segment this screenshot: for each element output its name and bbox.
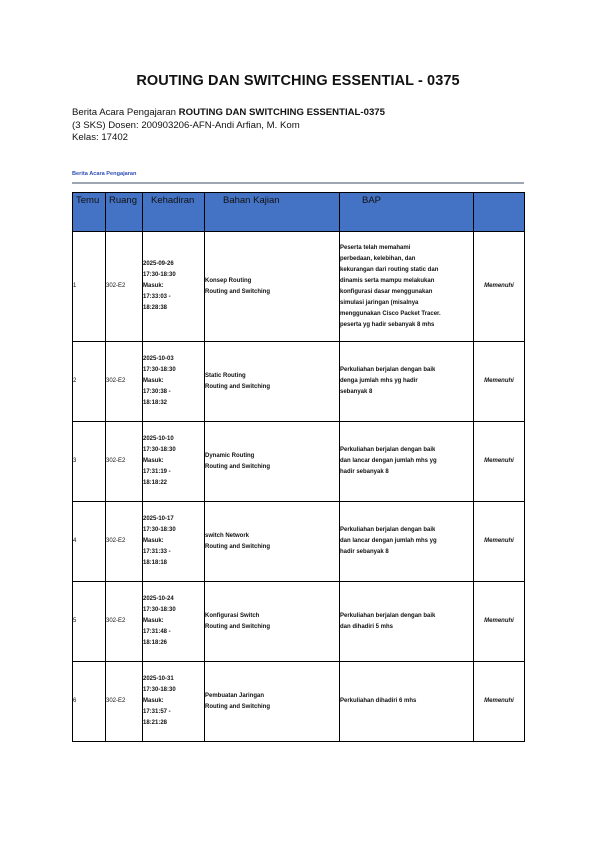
kehadiran-line: 17:31:33 -: [143, 549, 171, 555]
bap-line: Perkuliahan berjalan dengan baik: [340, 447, 436, 453]
kehadiran-line: 18:18:32: [143, 400, 168, 406]
bap-line: hadir sebanyak 8: [340, 469, 389, 475]
cell-kehadiran: [143, 422, 205, 502]
bahan-line: Routing and Switching: [205, 383, 270, 390]
bap-line: Peserta telah memahami: [340, 244, 411, 251]
kehadiran-line: Masuk:: [143, 698, 164, 704]
bap-line: dan dihadiri 5 mhs: [340, 623, 394, 630]
kehadiran-line: 17:30-18:30: [143, 447, 176, 453]
cell-temu: 2: [73, 342, 106, 422]
bap-line: Perkuliahan berjalan dengan baik: [340, 612, 436, 619]
cell-temu: 4: [73, 502, 106, 582]
kehadiran-line: 17:31:19 -: [143, 469, 171, 475]
cell-bap: [340, 662, 474, 742]
kehadiran-line: 18:21:28: [143, 720, 168, 726]
cell-bahan-kajian: [205, 422, 340, 502]
kehadiran-line: 17:30-18:30: [143, 272, 176, 278]
document-title: ROUTING DAN SWITCHING ESSENTIAL - 0375: [136, 73, 460, 89]
table-row: [73, 662, 525, 742]
cell-bap: [340, 232, 474, 342]
bahan-line: Konfigurasi Switch: [205, 612, 260, 619]
kehadiran-line: 17:30-18:30: [143, 367, 176, 373]
course-info-line-3: Kelas: 17402: [72, 132, 129, 143]
kehadiran-line: Masuk:: [143, 378, 164, 384]
bahan-line: Dynamic Routing: [205, 452, 255, 459]
bap-line: hadir sebanyak 8: [340, 549, 389, 555]
cell-bap: [340, 582, 474, 662]
cell-bap: [340, 422, 474, 502]
cell-status: Memenuhi: [474, 342, 525, 422]
bap-line: menggunakan Cisco Packet Tracer.: [340, 310, 441, 317]
course-info-line-2: (3 SKS) Dosen: 200903206-AFN-Andi Arfian, M. Kom: [72, 119, 300, 131]
header-bap: BAP: [340, 193, 474, 232]
cell-bap: [340, 502, 474, 582]
kehadiran-line: 17:30-18:30: [143, 607, 176, 613]
kehadiran-line: 18:18:18: [143, 560, 168, 566]
cell-kehadiran: [143, 232, 205, 342]
bahan-line: Pembuatan Jaringan: [205, 692, 265, 699]
bap-line: sebanyak 8: [340, 389, 373, 395]
bahan-line: Routing and Switching: [205, 463, 270, 470]
bap-line: Perkuliahan berjalan dengan baik: [340, 527, 436, 533]
cell-ruang: 302-E2: [106, 502, 143, 582]
bap-line: denga jumlah mhs yg hadir: [340, 378, 418, 384]
cell-ruang: 302-E2: [106, 342, 143, 422]
kehadiran-line: 18:18:26: [143, 640, 168, 646]
bahan-line: Routing and Switching: [205, 623, 270, 630]
cell-bahan-kajian: [205, 232, 340, 342]
bahan-line: Routing and Switching: [205, 543, 270, 550]
kehadiran-line: 2025-10-17: [143, 516, 174, 522]
header-bahan-kajian: Bahan Kajian: [205, 193, 340, 232]
bahan-line: Konsep Routing: [205, 277, 252, 284]
cell-bahan-kajian: [205, 582, 340, 662]
header-ruang: Ruang: [106, 193, 143, 232]
cell-ruang: 302-E2: [106, 422, 143, 502]
cell-bahan-kajian: [205, 342, 340, 422]
course-info: [72, 107, 385, 145]
bap-line: dan lancar dengan jumlah mhs yg: [340, 458, 437, 464]
kehadiran-line: 17:30-18:30: [143, 687, 176, 693]
bap-line: Perkuliahan berjalan dengan baik: [340, 367, 436, 373]
cell-ruang: 302-E2: [106, 662, 143, 742]
table-header-row: [73, 193, 525, 232]
course-info-prefix: Berita Acara Pengajaran: [72, 107, 179, 118]
cell-temu: 6: [73, 662, 106, 742]
header-temu: Temu: [73, 193, 106, 232]
header-status: [474, 193, 525, 232]
cell-status: Memenuhi: [474, 422, 525, 502]
kehadiran-line: 2025-10-31: [143, 676, 174, 682]
cell-temu: 5: [73, 582, 106, 662]
table-row: [73, 422, 525, 502]
bap-line: peserta yg hadir sebanyak 8 mhs: [340, 321, 435, 328]
kehadiran-line: 18:28:38: [143, 305, 168, 311]
bap-line: konfigurasi dasar menggunakan: [340, 288, 433, 295]
cell-status: Memenuhi: [474, 502, 525, 582]
kehadiran-line: Masuk:: [143, 283, 164, 289]
kehadiran-line: 2025-09-26: [143, 261, 174, 267]
kehadiran-line: 2025-10-03: [143, 356, 174, 362]
kehadiran-line: 18:18:22: [143, 480, 168, 486]
kehadiran-line: 17:30-18:30: [143, 527, 176, 533]
kehadiran-line: Masuk:: [143, 538, 164, 544]
cell-ruang: 302-E2: [106, 582, 143, 662]
course-name: ROUTING DAN SWITCHING ESSENTIAL-0375: [178, 107, 385, 118]
kehadiran-line: 2025-10-24: [143, 596, 174, 602]
cell-bap: [340, 342, 474, 422]
kehadiran-line: 17:31:57 -: [143, 709, 171, 715]
cell-ruang: 302-E2: [106, 232, 143, 342]
section-divider: [72, 182, 524, 184]
cell-status: Memenuhi: [474, 582, 525, 662]
table-row: [73, 232, 525, 342]
bap-line: kekurangan dari routing static dan: [340, 266, 439, 273]
cell-kehadiran: [143, 342, 205, 422]
bap-line: dinamis serta mampu melakukan: [340, 277, 435, 284]
section-label: Berita Acara Pengajaran: [72, 171, 137, 177]
bahan-line: switch Network: [205, 532, 250, 539]
cell-bahan-kajian: [205, 662, 340, 742]
cell-kehadiran: [143, 662, 205, 742]
kehadiran-line: 2025-10-10: [143, 436, 174, 442]
bahan-line: Routing and Switching: [205, 703, 270, 710]
bap-table: [72, 192, 525, 742]
cell-status: Memenuhi: [474, 232, 525, 342]
kehadiran-line: 17:31:48 -: [143, 629, 171, 635]
cell-temu: 3: [73, 422, 106, 502]
course-info-line-1: [72, 107, 385, 120]
kehadiran-line: Masuk:: [143, 458, 164, 464]
table-row: [73, 342, 525, 422]
header-kehadiran: Kehadiran: [143, 193, 205, 232]
cell-status: Memenuhi: [474, 662, 525, 742]
cell-temu: 1: [73, 232, 106, 342]
cell-kehadiran: [143, 502, 205, 582]
table-row: [73, 502, 525, 582]
bap-line: perbedaan, kelebihan, dan: [340, 255, 416, 262]
bap-line: Perkuliahan dihadiri 6 mhs: [340, 698, 417, 704]
bahan-line: Routing and Switching: [205, 288, 270, 295]
bahan-line: Static Routing: [205, 372, 246, 379]
cell-kehadiran: [143, 582, 205, 662]
table-row: [73, 582, 525, 662]
kehadiran-line: 17:30:38 -: [143, 389, 171, 395]
kehadiran-line: 17:33:03 -: [143, 294, 171, 300]
kehadiran-line: Masuk:: [143, 618, 164, 624]
cell-bahan-kajian: [205, 502, 340, 582]
bap-line: simulasi jaringan (misalnya: [340, 299, 419, 306]
bap-line: dan lancar dengan jumlah mhs yg: [340, 538, 437, 544]
